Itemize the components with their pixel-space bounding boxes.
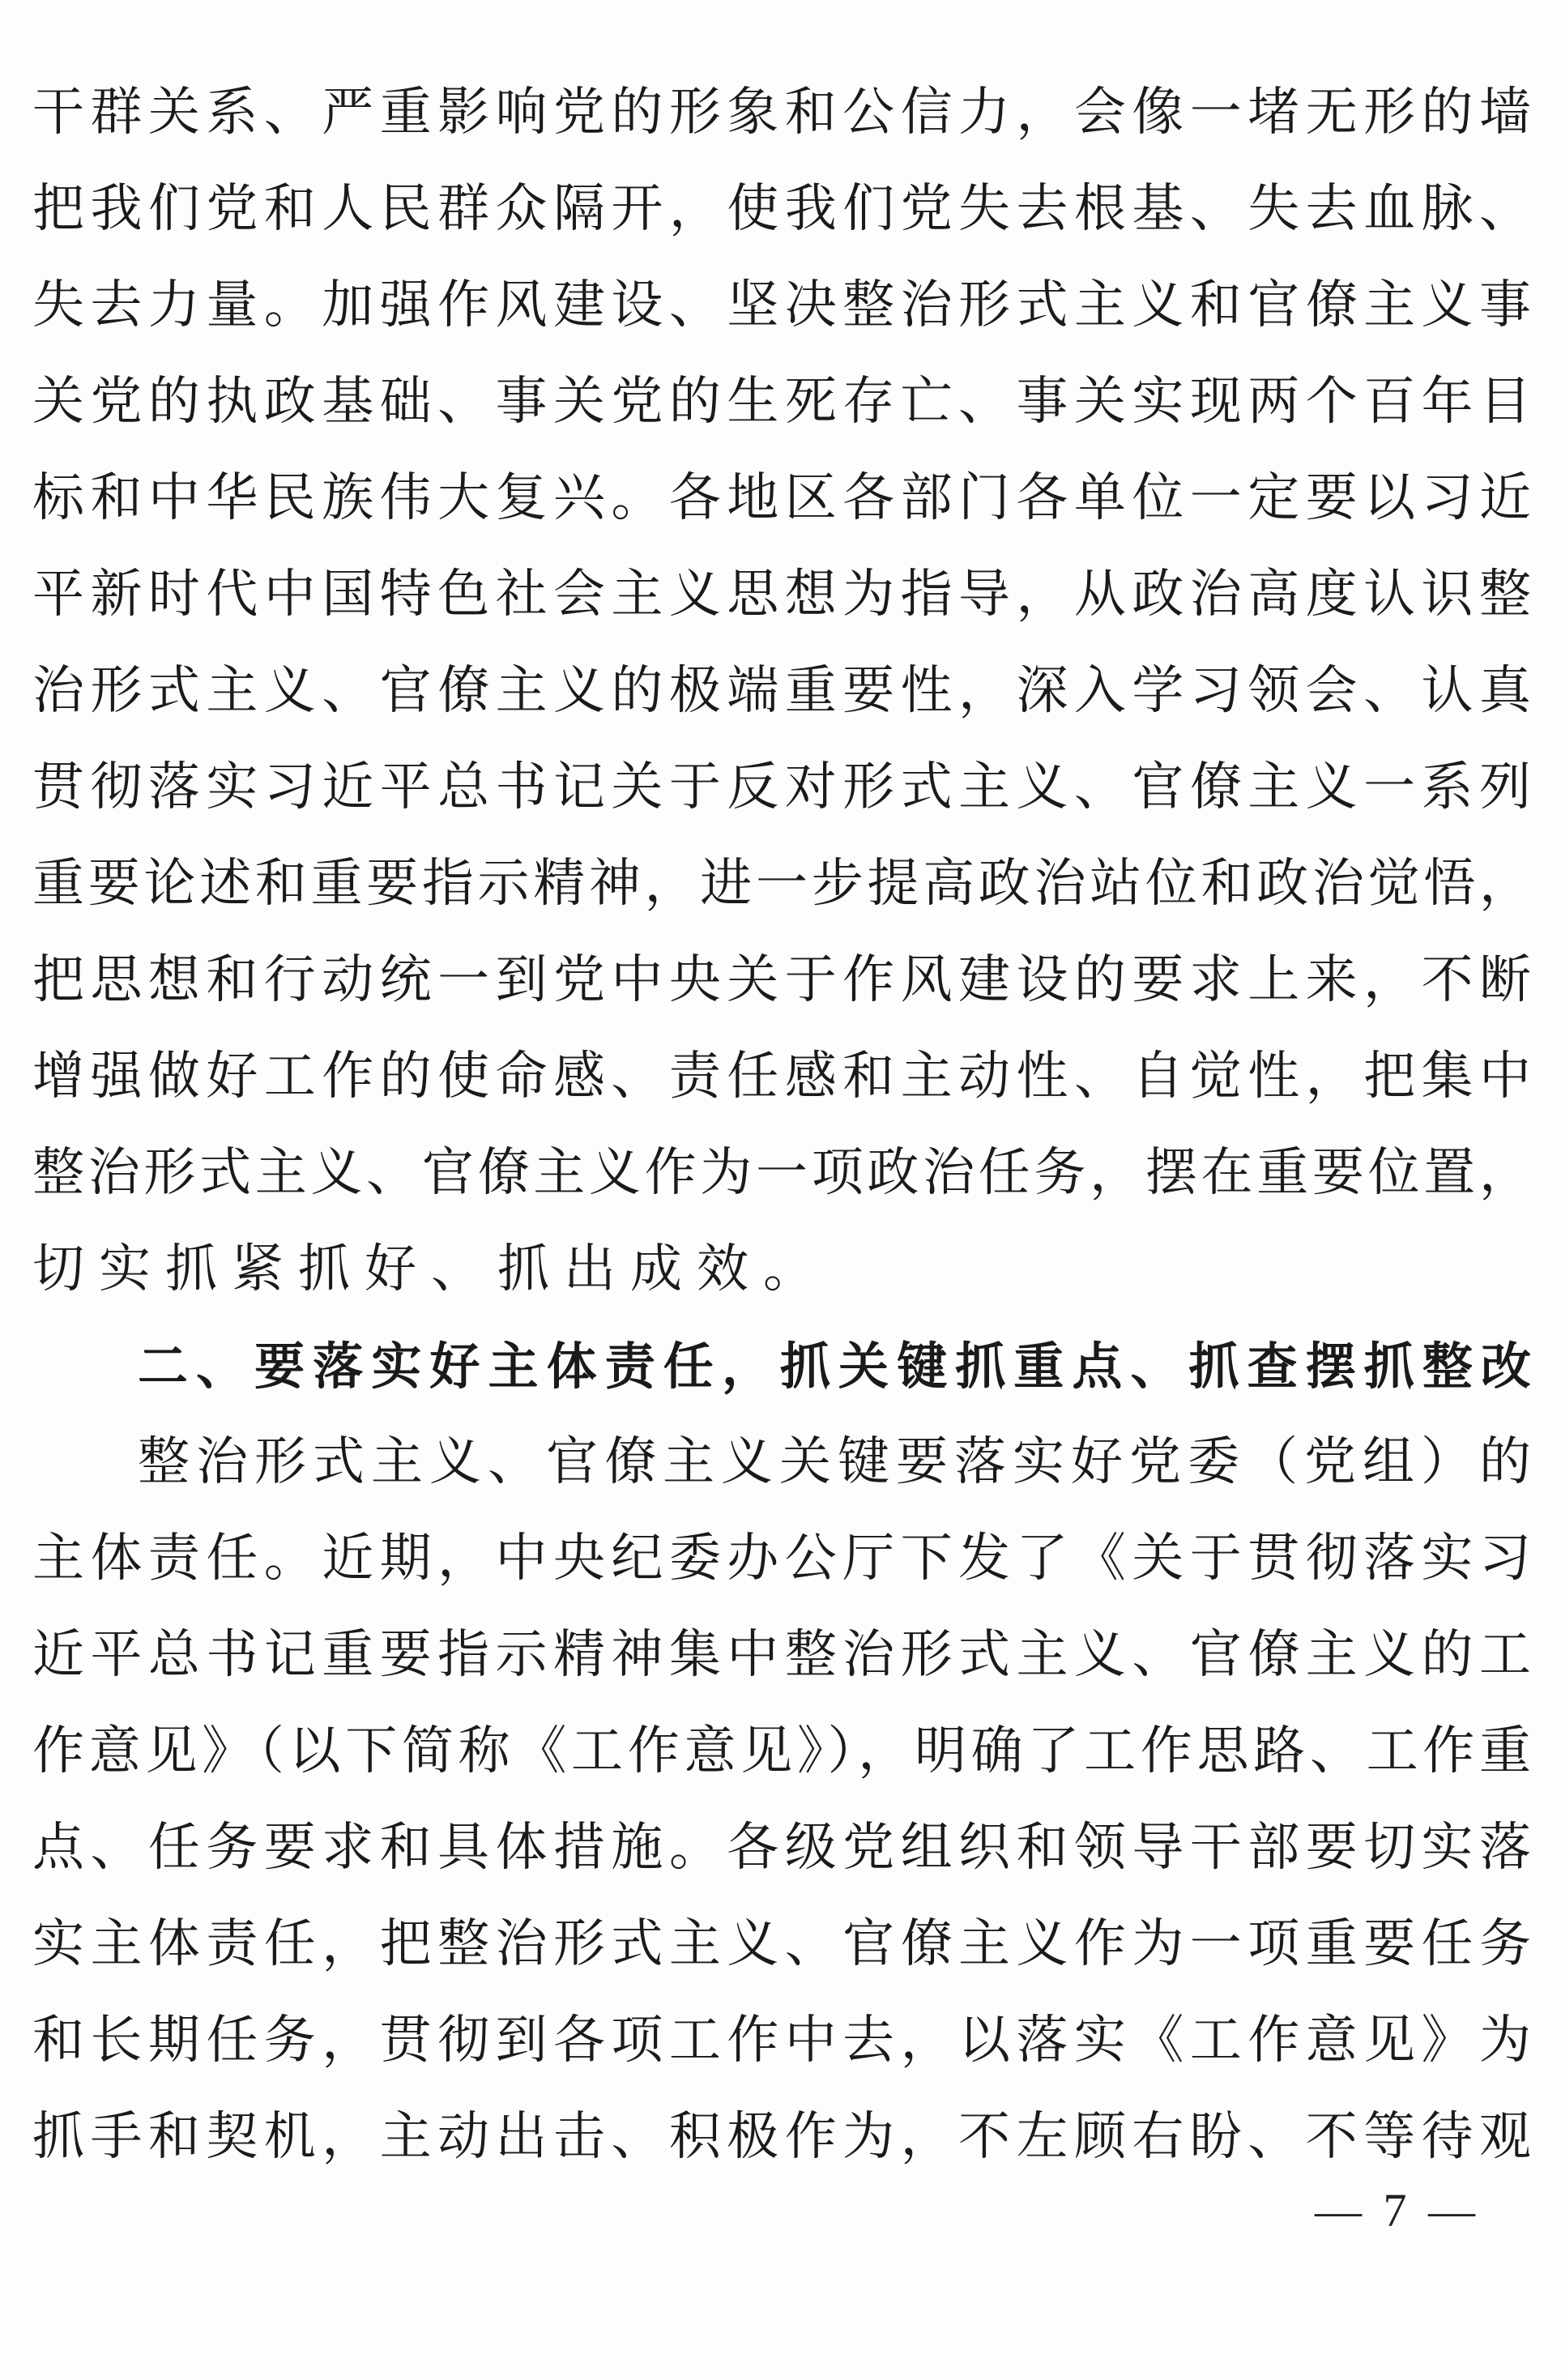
text-line: 和长期任务，贯彻到各项工作中去，以落实《工作意见》为	[32, 2011, 1531, 2071]
text-line: 抓手和契机，主动出击、积极作为，不左顾右盼、不等待观	[32, 2107, 1531, 2167]
text-line: 整治形式主义、官僚主义作为一项政治任务，摆在重要位置，	[32, 1143, 1531, 1203]
body-text	[32, 65, 1531, 2186]
text-line: 治形式主义、官僚主义的极端重要性，深入学习领会、认真	[32, 661, 1531, 721]
text-line: 近平总书记重要指示精神集中整治形式主义、官僚主义的工	[32, 1625, 1531, 1685]
text-line: 重要论述和重要指示精神，进一步提高政治站位和政治觉悟，	[32, 854, 1531, 914]
text-line: 把思想和行动统一到党中央关于作风建设的要求上来，不断	[32, 950, 1531, 1010]
text-line: 整治形式主义、官僚主义关键要落实好党委（党组）的	[138, 1432, 1531, 1492]
text-line: 干群关系、严重影响党的形象和公信力，会像一堵无形的墙	[32, 83, 1531, 143]
page-number: — 7 —	[1315, 2184, 1480, 2237]
text-line: 增强做好工作的使命感、责任感和主动性、自觉性，把集中	[32, 1047, 1531, 1107]
text-line: 失去力量。加强作风建设、坚决整治形式主义和官僚主义事	[32, 275, 1531, 335]
text-line: 把我们党和人民群众隔开，使我们党失去根基、失去血脉、	[32, 179, 1531, 239]
text-line: 作意见》（以下简称《工作意见》），明确了工作思路、工作重	[32, 1721, 1531, 1781]
text-line: 平新时代中国特色社会主义思想为指导，从政治高度认识整	[32, 565, 1531, 625]
text-line: 关党的执政基础、事关党的生死存亡、事关实现两个百年目	[32, 372, 1531, 432]
text-line: 标和中华民族伟大复兴。各地区各部门各单位一定要以习近	[32, 468, 1531, 528]
text-line: 主体责任。近期，中央纪委办公厅下发了《关于贯彻落实习	[32, 1529, 1531, 1589]
section-heading: 二、要落实好主体责任，抓关键抓重点、抓查摆抓整改	[138, 1337, 1531, 1396]
text-line: 贯彻落实习近平总书记关于反对形式主义、官僚主义一系列	[32, 757, 1531, 817]
text-line: 切实抓紧抓好、抓出成效。	[32, 1239, 830, 1299]
text-line: 点、任务要求和具体措施。各级党组织和领导干部要切实落	[32, 1818, 1531, 1878]
text-line: 实主体责任，把整治形式主义、官僚主义作为一项重要任务	[32, 1914, 1531, 1974]
